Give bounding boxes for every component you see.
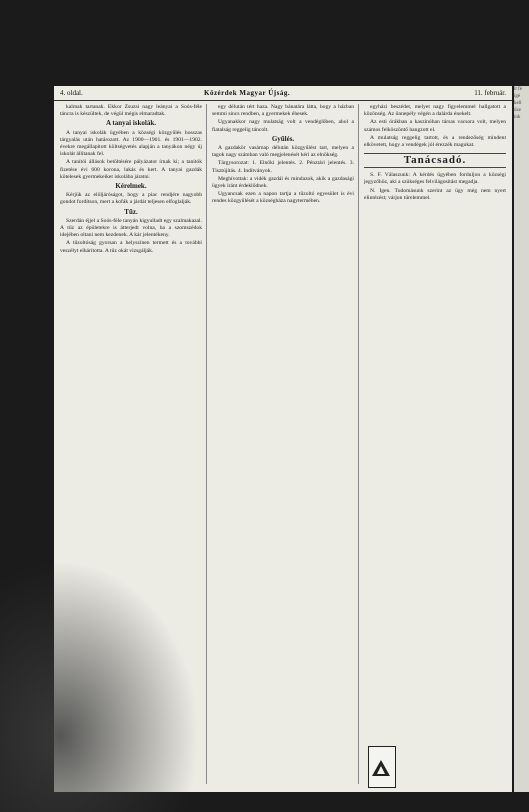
- column-1: [60, 104, 202, 784]
- paragraph: Szerdán éjjel a Soós-féle tanyán kigyulladt egy szalmakazal. A tűz az épületekre is átterjedt volna, ha a szomszédok idejében oltani nem kezdenek. A kár jelentékeny.: [60, 217, 202, 239]
- section-title: Kérelmek.: [115, 182, 147, 191]
- column-3: [364, 104, 506, 784]
- newspaper-page: [54, 86, 512, 792]
- section-title: A tanyai iskolák.: [106, 119, 156, 128]
- column-divider: [358, 104, 359, 784]
- triangle-icon: [371, 759, 391, 777]
- paragraph: A tanyai iskolák ügyében a községi közgyűlés hosszas tárgyalás után határozott. Az 1900—1901. és 1901—1902. évekre megállapított költségvetés alapján a tanyákon négy új iskolát állítanak fel.: [60, 129, 202, 158]
- paragraph: S. F. Válaszunk: A kérdés ügyében forduljon a községi jegyzőhöz, aki a szükséges felvilágosítást megadja.: [364, 172, 506, 186]
- paragraph: A mulatság reggelig tartott, és a rendezőség mindent elkövetett, hogy a vendégek jól érezzék magukat.: [364, 134, 506, 149]
- paragraph: egyházi beszédet, melyet nagy figyelemmel hallgatott a közönség. Az ünnepély végén a dalárda énekelt.: [364, 104, 506, 118]
- section-title: Tűz.: [124, 207, 138, 216]
- page-header: [54, 86, 512, 101]
- paragraph: A gazdakör vasárnap délután közgyűlést tart, melyen a tagok nagy számban való megjelenését kéri az elnökség.: [212, 145, 354, 159]
- column-2: [212, 104, 354, 784]
- page-number: 4. oldal.: [60, 89, 83, 97]
- paragraph: Az esti órákban a kaszinóban társas vacsora volt, melyen számos felköszöntő hangzott el.: [364, 119, 506, 133]
- paragraph: Meghívottak: a vidék gazdái és mindazok, akik a gazdasági ügyek iránt érdeklődnek.: [212, 175, 354, 190]
- newspaper-title: Közérdek Magyar Újság.: [204, 89, 291, 97]
- paragraph: Ugyancsak ezen a napon tartja a tűzoltó egyesület is évi rendes közgyűlését a községháza nagytermében.: [212, 191, 354, 205]
- paragraph: Tárgysorozat: 1. Elnöki jelentés. 2. Pénztári jelentés. 3. Tisztújítás. 4. Indítványok.: [212, 160, 354, 174]
- library-stamp: [368, 746, 396, 788]
- paragraph: N. Igen. Tudomásunk szerint az ügy még nem nyert elintézést; várjon türelemmel.: [364, 187, 506, 201]
- column-divider: [206, 104, 207, 784]
- paragraph: kalmak tartanak. Ekkor Zsuzsi nagy leányai a Soós-féle táncra is készültek, de végül mégis elmaradtak.: [60, 104, 202, 118]
- paragraph: egy délután tért haza. Nagy bánatára látta, hogy a házban semmi sincs rendben, a gyermekek éhesek.: [212, 104, 354, 118]
- advice-heading: Tanácsadó.: [364, 153, 506, 168]
- section-title: Gyűlés.: [271, 134, 295, 143]
- paragraph: Kérjük az elöljáróságot, hogy a piac rendjére nagyobb gondot fordítson, mert a kofák a járdát teljesen elfoglalják.: [60, 192, 202, 206]
- paragraph: A tanítói állások betöltésére pályázatot írnak ki; a tanítók fizetése évi 600 korona, lakás és kert. A tanyai gazdák kötelesek gyermekeiket iskolába járatni.: [60, 159, 202, 180]
- paragraph: Ugyanakkor nagy mulatság volt a vendéglőben, ahol a fiatalság reggelig táncolt.: [212, 119, 354, 133]
- adjacent-page-edge: lt fé ígé kell őze ínk: [514, 86, 529, 792]
- issue-date: 11. február.: [474, 89, 506, 97]
- paragraph: A tűzoltóság gyorsan a helyszínen termett és a további veszélyt elhárította. A tűz okát vizsgálják.: [60, 240, 202, 254]
